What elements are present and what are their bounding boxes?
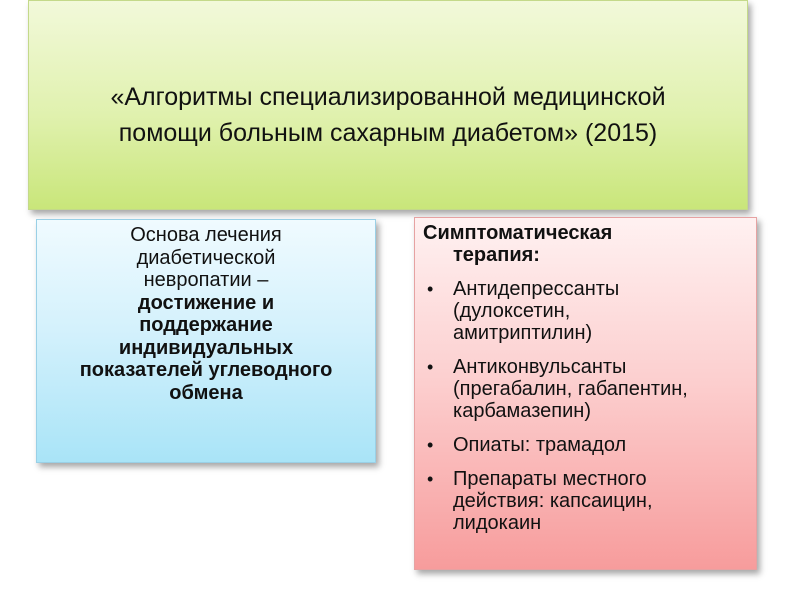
therapy-heading-line-1: Симптоматическая (423, 222, 613, 244)
bullet-icon: • (427, 357, 434, 377)
basis-intro-line-3: невропатии – (143, 269, 269, 291)
item-line: Антиконвульсанты (453, 356, 627, 378)
title-box (28, 0, 748, 210)
basis-goal-line-5: обмена (169, 381, 243, 404)
basis-goal-line-1: достижение и (137, 291, 275, 314)
title-line-1: «Алгоритмы специализированной медицинской (110, 83, 666, 111)
item-line: Антидепрессанты (453, 278, 620, 300)
list-item (423, 278, 746, 344)
basis-goal-line-2: поддержание (139, 314, 273, 336)
item-line: Препараты местного (453, 468, 647, 490)
item-line: (дулоксетин, (453, 300, 571, 322)
basis-intro-line-1: Основа лечения (130, 224, 282, 246)
list-item (423, 468, 746, 534)
item-line: Опиаты: трамадол (453, 434, 627, 456)
title-line-2: помощи больным сахарным диабетом» (2015) (118, 119, 658, 147)
item-line: амитриптилин) (453, 322, 593, 344)
list-item (423, 356, 746, 422)
therapy-heading-line-2: терапия: (453, 244, 540, 266)
bullet-icon: • (427, 469, 434, 489)
list-item (423, 434, 746, 456)
slide-title (58, 79, 718, 151)
basis-goal-line-4: показателей углеводного (79, 359, 333, 381)
item-line: лидокаин (453, 512, 542, 534)
therapy-list (423, 278, 746, 534)
item-line: (прегабалин, габапентин, (453, 378, 688, 400)
bullet-icon: • (427, 279, 434, 299)
item-line: карбамазепин) (453, 400, 591, 422)
treatment-basis-box (36, 219, 376, 463)
symptomatic-therapy-box (414, 217, 757, 570)
basis-goal-line-3: индивидуальных (118, 336, 294, 359)
basis-intro-line-2: диабетической (136, 246, 276, 269)
bullet-icon: • (427, 435, 434, 455)
therapy-heading (423, 222, 746, 266)
item-line: действия: капсаицин, (453, 490, 653, 512)
